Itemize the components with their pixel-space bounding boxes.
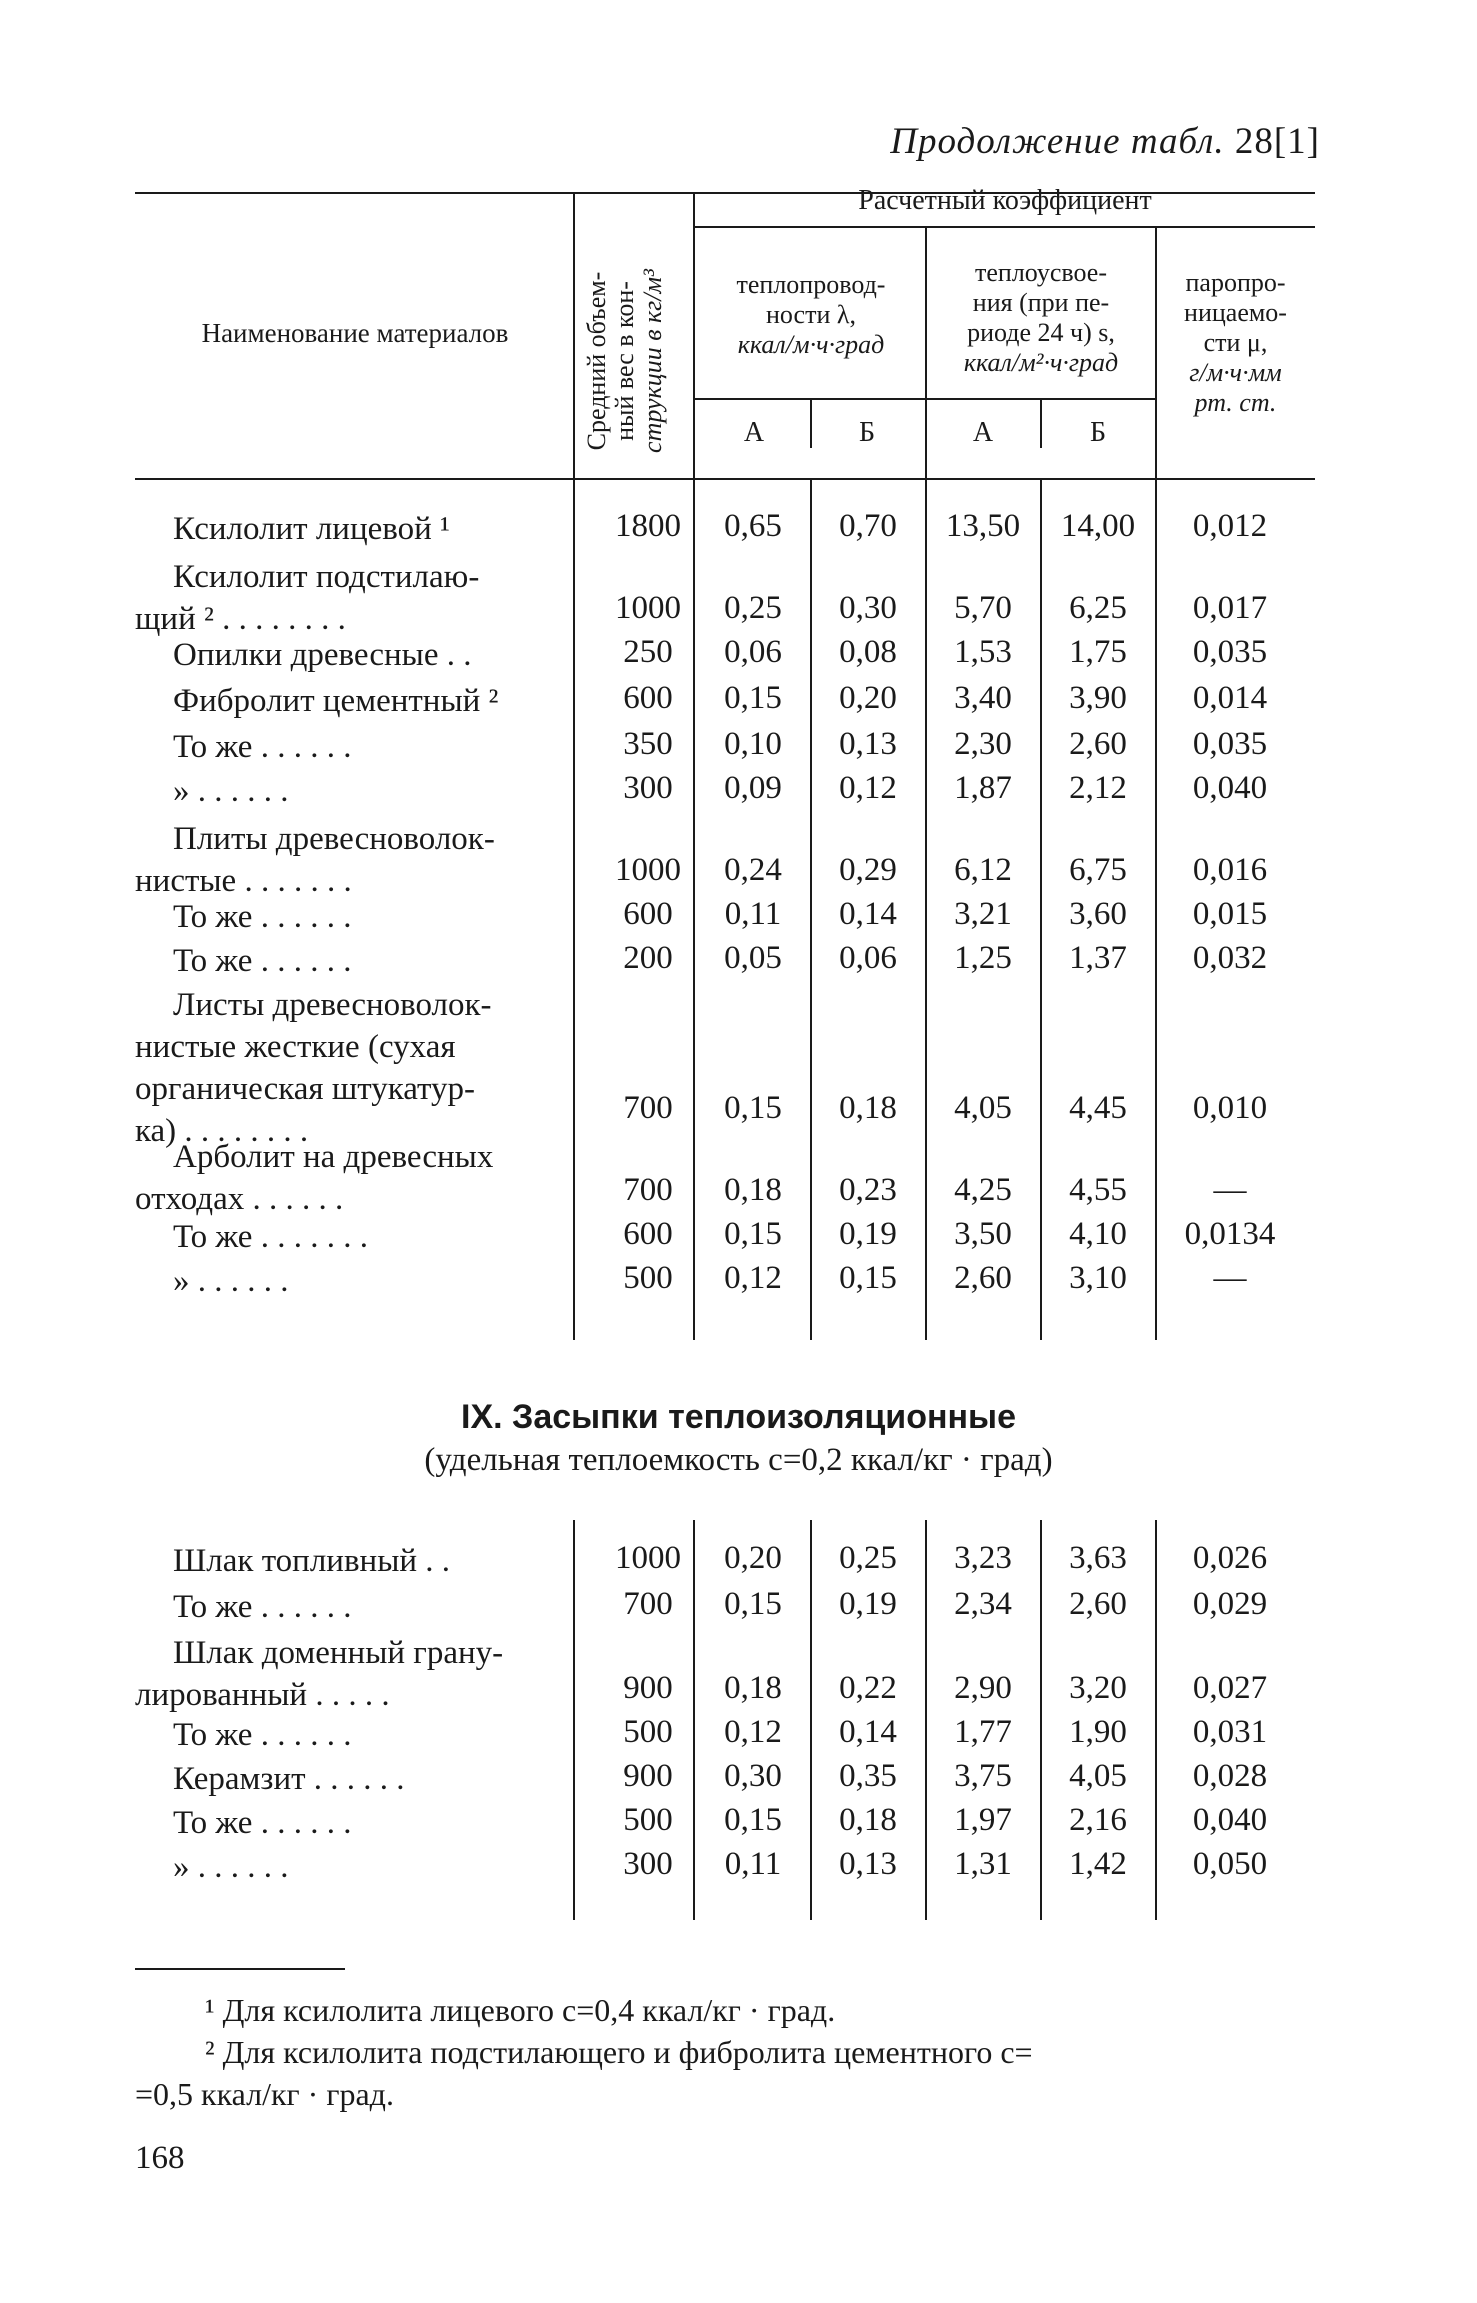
material-name-line: органическая штукатур- [135, 1071, 476, 1107]
body-vrule [573, 480, 575, 1340]
fill-row-cell-s-a: 2,90 [954, 1670, 1012, 1706]
table-number: 28[1] [1234, 121, 1320, 162]
body2-vrule [1155, 1520, 1157, 1920]
body-vrule [1040, 480, 1042, 1340]
fill-row-material-name [135, 1540, 565, 1582]
section-subtitle: (удельная теплоемкость c=0,2 ккал/кг · град) [424, 1442, 1053, 1478]
footnote-2 [205, 2032, 1315, 2072]
fill-row-cell-density: 300 [623, 1846, 673, 1882]
row-cell-lambda-b: 0,08 [839, 634, 897, 670]
fill-row-cell-s-a: 1,97 [954, 1802, 1012, 1838]
header-conductivity [700, 270, 922, 360]
fill-row-cell-lambda-a: 0,18 [724, 1670, 782, 1706]
fill-row-cell-lambda-b: 0,35 [839, 1758, 897, 1794]
header-vrule [573, 192, 575, 478]
header-material: Наименование материалов [201, 318, 509, 348]
coef-header-rule [695, 226, 1315, 228]
fill-row-cell-lambda-b: 0,22 [839, 1670, 897, 1706]
row-cell-lambda-b: 0,12 [839, 770, 897, 806]
row-cell-mu: — [1213, 1260, 1247, 1296]
fill-row-cell-s-a: 3,23 [954, 1540, 1012, 1576]
row-cell-mu: 0,032 [1192, 940, 1268, 976]
fill-row-cell-density: 900 [623, 1758, 673, 1794]
row-cell-s-a: 5,70 [954, 590, 1012, 626]
row-cell-lambda-b: 0,29 [839, 852, 897, 888]
row-cell-lambda-a: 0,15 [724, 1090, 782, 1126]
header-line: риоде 24 ч) s, [967, 318, 1115, 347]
header-density-line: струкции в кг/м³ [638, 269, 667, 453]
material-name-line: » . . . . . . [173, 773, 289, 809]
row-cell-lambda-b: 0,15 [839, 1260, 897, 1296]
row-cell-mu: 0,015 [1192, 896, 1268, 932]
row-cell-lambda-a: 0,06 [724, 634, 782, 670]
fill-row-cell-mu: 0,029 [1192, 1586, 1268, 1622]
body-vrule [925, 480, 927, 1340]
material-name-line: ка) . . . . . . . . [135, 1113, 309, 1149]
fill-row-cell-s-b: 1,90 [1069, 1714, 1127, 1750]
row-cell-lambda-b: 0,70 [839, 508, 897, 544]
row-cell-s-b: 3,10 [1069, 1260, 1127, 1296]
footnote-text: Для ксилолита подстилающего и фибролита цементного c= [222, 2034, 1033, 2070]
fill-row-cell-mu: 0,050 [1192, 1846, 1268, 1882]
footnote-mark: ² [205, 2034, 215, 2070]
row-cell-mu: 0,017 [1192, 590, 1268, 626]
row-material-name [135, 726, 565, 768]
row-cell-lambda-a: 0,24 [724, 852, 782, 888]
row-material-name [135, 556, 565, 640]
material-name-line: Ксилолит подстилаю- [173, 559, 480, 595]
fill-row-cell-mu: 0,026 [1192, 1540, 1268, 1576]
fill-row-material-name [135, 1758, 565, 1800]
material-name-line: отходах . . . . . . [135, 1181, 344, 1217]
row-cell-lambda-b: 0,13 [839, 726, 897, 762]
footnote-text: Для ксилолита лицевого c=0,4 ккал/кг · град. [222, 1992, 836, 2028]
row-cell-density: 700 [623, 1090, 673, 1126]
row-material-name [135, 1136, 565, 1220]
row-cell-density: 600 [623, 680, 673, 716]
material-name-line: То же . . . . . . [173, 729, 352, 765]
material-name-line: щий ² . . . . . . . . [135, 601, 346, 637]
body2-vrule [925, 1520, 927, 1920]
section-title [0, 1398, 1477, 1437]
row-cell-density: 250 [623, 634, 673, 670]
footnote-rule [135, 1968, 345, 1970]
row-cell-density: 1000 [615, 590, 681, 626]
fill-row-cell-lambda-a: 0,30 [724, 1758, 782, 1794]
table-continuation-title [560, 120, 1320, 163]
row-material-name [135, 1216, 565, 1258]
fill-row-cell-mu: 0,031 [1192, 1714, 1268, 1750]
row-cell-density: 600 [623, 1216, 673, 1252]
header-density [583, 226, 673, 496]
row-cell-lambda-b: 0,14 [839, 896, 897, 932]
fill-row-cell-lambda-b: 0,13 [839, 1846, 897, 1882]
body2-vrule [810, 1520, 812, 1920]
row-cell-lambda-b: 0,18 [839, 1090, 897, 1126]
fill-row-cell-s-b: 3,63 [1069, 1540, 1127, 1576]
continuation-label: Продолжение табл. [890, 121, 1225, 162]
row-cell-lambda-b: 0,06 [839, 940, 897, 976]
fill-row-cell-mu: 0,040 [1192, 1802, 1268, 1838]
fill-row-cell-lambda-a: 0,15 [724, 1586, 782, 1622]
row-cell-s-a: 2,60 [954, 1260, 1012, 1296]
material-name-line: То же . . . . . . [173, 943, 352, 979]
row-material-name [135, 770, 565, 812]
row-cell-mu: 0,012 [1192, 508, 1268, 544]
row-cell-lambda-a: 0,65 [724, 508, 782, 544]
row-cell-density: 600 [623, 896, 673, 932]
fill-row-cell-density: 500 [623, 1714, 673, 1750]
row-cell-s-b: 3,90 [1069, 680, 1127, 716]
header-line: ккал/м·ч·град [737, 330, 885, 359]
row-cell-mu: 0,014 [1192, 680, 1268, 716]
row-cell-lambda-a: 0,25 [724, 590, 782, 626]
fill-row-cell-density: 1000 [615, 1540, 681, 1576]
row-material-name [135, 940, 565, 982]
row-cell-lambda-a: 0,18 [724, 1172, 782, 1208]
fill-row-material-name [135, 1714, 565, 1756]
material-name-line: Листы древесноволок- [173, 987, 492, 1023]
fill-row-cell-s-a: 1,31 [954, 1846, 1012, 1882]
fill-row-cell-density: 500 [623, 1802, 673, 1838]
material-name-line: То же . . . . . . [173, 1717, 352, 1753]
footnote-mark: ¹ [205, 1992, 215, 2028]
material-name-line: То же . . . . . . . [173, 1219, 368, 1255]
row-cell-lambda-a: 0,11 [724, 896, 782, 932]
row-cell-s-b: 4,10 [1069, 1216, 1127, 1252]
row-cell-lambda-b: 0,23 [839, 1172, 897, 1208]
row-cell-s-b: 1,37 [1069, 940, 1127, 976]
material-name-line: нистые жесткие (сухая [135, 1029, 456, 1065]
row-material-name [135, 508, 565, 550]
row-cell-s-a: 3,40 [954, 680, 1012, 716]
row-cell-s-b: 2,60 [1069, 726, 1127, 762]
header-sub-a: А [743, 417, 765, 448]
header-density-line: Средний объем- [582, 271, 611, 451]
fill-row-material-name [135, 1632, 565, 1716]
row-cell-s-b: 1,75 [1069, 634, 1127, 670]
fill-row-cell-lambda-b: 0,25 [839, 1540, 897, 1576]
header-bottom-rule [135, 478, 1315, 480]
fill-row-cell-lambda-b: 0,14 [839, 1714, 897, 1750]
header-line: ния (при пе- [972, 288, 1110, 317]
body2-vrule [1040, 1520, 1042, 1920]
fill-row-cell-density: 700 [623, 1586, 673, 1622]
row-cell-s-a: 13,50 [945, 508, 1021, 544]
body-vrule [810, 480, 812, 1340]
row-cell-s-b: 4,45 [1069, 1090, 1127, 1126]
material-name-line: Ксилолит лицевой ¹ [173, 511, 450, 547]
fill-row-material-name [135, 1802, 565, 1844]
material-name-line: нистые . . . . . . . [135, 863, 352, 899]
header-line: теплоусвое- [975, 258, 1107, 287]
row-cell-mu: 0,040 [1192, 770, 1268, 806]
material-name-line: Шлак топливный . . [173, 1543, 451, 1579]
header-design-coef: Расчетный коэффициент [858, 185, 1152, 216]
row-cell-mu: 0,035 [1192, 726, 1268, 762]
row-cell-lambda-a: 0,10 [724, 726, 782, 762]
header-density-line: ный вес в кон- [610, 281, 639, 441]
header-sub-a: А [972, 417, 994, 448]
material-name-line: Шлак доменный грану- [173, 1635, 504, 1671]
row-cell-lambda-b: 0,20 [839, 680, 897, 716]
fill-row-cell-s-b: 2,16 [1069, 1802, 1127, 1838]
fill-row-cell-lambda-a: 0,11 [724, 1846, 782, 1882]
material-name-line: Опилки древесные . . [173, 637, 472, 673]
row-cell-s-a: 4,25 [954, 1172, 1012, 1208]
header-absorption [928, 258, 1154, 378]
row-cell-s-a: 6,12 [954, 852, 1012, 888]
row-cell-lambda-b: 0,19 [839, 1216, 897, 1252]
fill-row-cell-lambda-b: 0,18 [839, 1802, 897, 1838]
fill-row-cell-lambda-a: 0,12 [724, 1714, 782, 1750]
footnote-1 [205, 1990, 1305, 2030]
row-cell-lambda-a: 0,12 [724, 1260, 782, 1296]
row-material-name [135, 680, 565, 722]
material-name-line: » . . . . . . [173, 1263, 289, 1299]
row-cell-mu: 0,016 [1192, 852, 1268, 888]
fill-row-cell-lambda-b: 0,19 [839, 1586, 897, 1622]
fill-row-cell-s-b: 2,60 [1069, 1586, 1127, 1622]
footnote-2-cont: =0,5 ккал/кг · град. [135, 2076, 394, 2112]
fill-row-cell-density: 900 [623, 1670, 673, 1706]
row-cell-mu: 0,035 [1192, 634, 1268, 670]
row-material-name: То же . . . . . . [173, 899, 352, 935]
row-cell-mu: 0,010 [1192, 1090, 1268, 1126]
row-cell-s-a: 3,50 [954, 1216, 1012, 1252]
row-cell-lambda-a: 0,09 [724, 770, 782, 806]
row-material-name [135, 818, 565, 902]
header-line: ности λ, [766, 300, 856, 329]
row-cell-s-a: 1,25 [954, 940, 1012, 976]
header-vapor [1158, 268, 1313, 418]
row-cell-s-b: 3,60 [1069, 896, 1127, 932]
header-sub-b: Б [1089, 417, 1107, 448]
material-name-line: лированный . . . . . [135, 1677, 390, 1713]
row-cell-s-b: 2,12 [1069, 770, 1127, 806]
row-cell-lambda-b: 0,30 [839, 590, 897, 626]
fill-row-cell-s-b: 3,20 [1069, 1670, 1127, 1706]
row-material-name [135, 984, 565, 1152]
material-name-line: » . . . . . . [173, 1849, 289, 1885]
fill-row-cell-s-b: 1,42 [1069, 1846, 1127, 1882]
row-cell-density: 1800 [615, 508, 681, 544]
header-vrule [693, 192, 695, 478]
row-cell-lambda-a: 0,15 [724, 1216, 782, 1252]
header-line: ккал/м²·ч·град [963, 348, 1119, 377]
header-line: сти μ, [1203, 328, 1268, 357]
header-line: ницаемо- [1184, 298, 1287, 327]
row-cell-s-a: 3,21 [954, 896, 1012, 932]
header-line: теплопровод- [736, 270, 886, 299]
row-cell-s-b: 6,75 [1069, 852, 1127, 888]
fill-row-cell-s-a: 3,75 [954, 1758, 1012, 1794]
row-cell-density: 200 [623, 940, 673, 976]
fill-row-cell-lambda-a: 0,20 [724, 1540, 782, 1576]
row-cell-density: 300 [623, 770, 673, 806]
material-name-line: Арболит на древесных [173, 1139, 494, 1175]
row-cell-s-a: 1,53 [954, 634, 1012, 670]
fill-row-cell-mu: 0,027 [1192, 1670, 1268, 1706]
row-cell-s-b: 4,55 [1069, 1172, 1127, 1208]
row-cell-density: 500 [623, 1260, 673, 1296]
row-cell-density: 700 [623, 1172, 673, 1208]
row-cell-density: 350 [623, 726, 673, 762]
header-line: рт. ст. [1194, 388, 1277, 417]
body-vrule [1155, 480, 1157, 1340]
header-sub-b: Б [858, 417, 876, 448]
row-cell-s-a: 2,30 [954, 726, 1012, 762]
material-name-line: То же . . . . . . [173, 1589, 352, 1625]
row-material-name [135, 634, 565, 676]
row-cell-s-b: 6,25 [1069, 590, 1127, 626]
header-vrule [925, 226, 927, 478]
row-cell-mu: 0,0134 [1184, 1216, 1276, 1252]
row-material-name [135, 1260, 565, 1302]
fill-row-cell-s-b: 4,05 [1069, 1758, 1127, 1794]
row-cell-s-b: 14,00 [1060, 508, 1136, 544]
row-cell-lambda-a: 0,15 [724, 680, 782, 716]
fill-row-cell-lambda-a: 0,15 [724, 1802, 782, 1838]
header-vrule [1155, 226, 1157, 478]
row-cell-lambda-a: 0,05 [724, 940, 782, 976]
fill-row-material-name [135, 1586, 565, 1628]
row-cell-s-a: 4,05 [954, 1090, 1012, 1126]
row-cell-s-a: 1,87 [954, 770, 1012, 806]
fill-row-cell-mu: 0,028 [1192, 1758, 1268, 1794]
fill-row-cell-s-a: 2,34 [954, 1586, 1012, 1622]
fill-row-material-name [135, 1846, 565, 1888]
row-cell-mu: — [1213, 1172, 1247, 1208]
header-line: г/м·ч·мм [1189, 358, 1282, 387]
row-cell-density: 1000 [615, 852, 681, 888]
section-title-text: IX. Засыпки теплоизоляционные [461, 1398, 1016, 1436]
fill-row-cell-s-a: 1,77 [954, 1714, 1012, 1750]
material-name-line: Плиты древесноволок- [173, 821, 495, 857]
material-name-line: Керамзит . . . . . . [173, 1761, 405, 1797]
body2-vrule [573, 1520, 575, 1920]
material-name-line: Фибролит цементный ² [173, 683, 499, 719]
page-number: 168 [135, 2140, 185, 2176]
header-line: паропро- [1185, 268, 1286, 297]
material-name-line: То же . . . . . . [173, 1805, 352, 1841]
